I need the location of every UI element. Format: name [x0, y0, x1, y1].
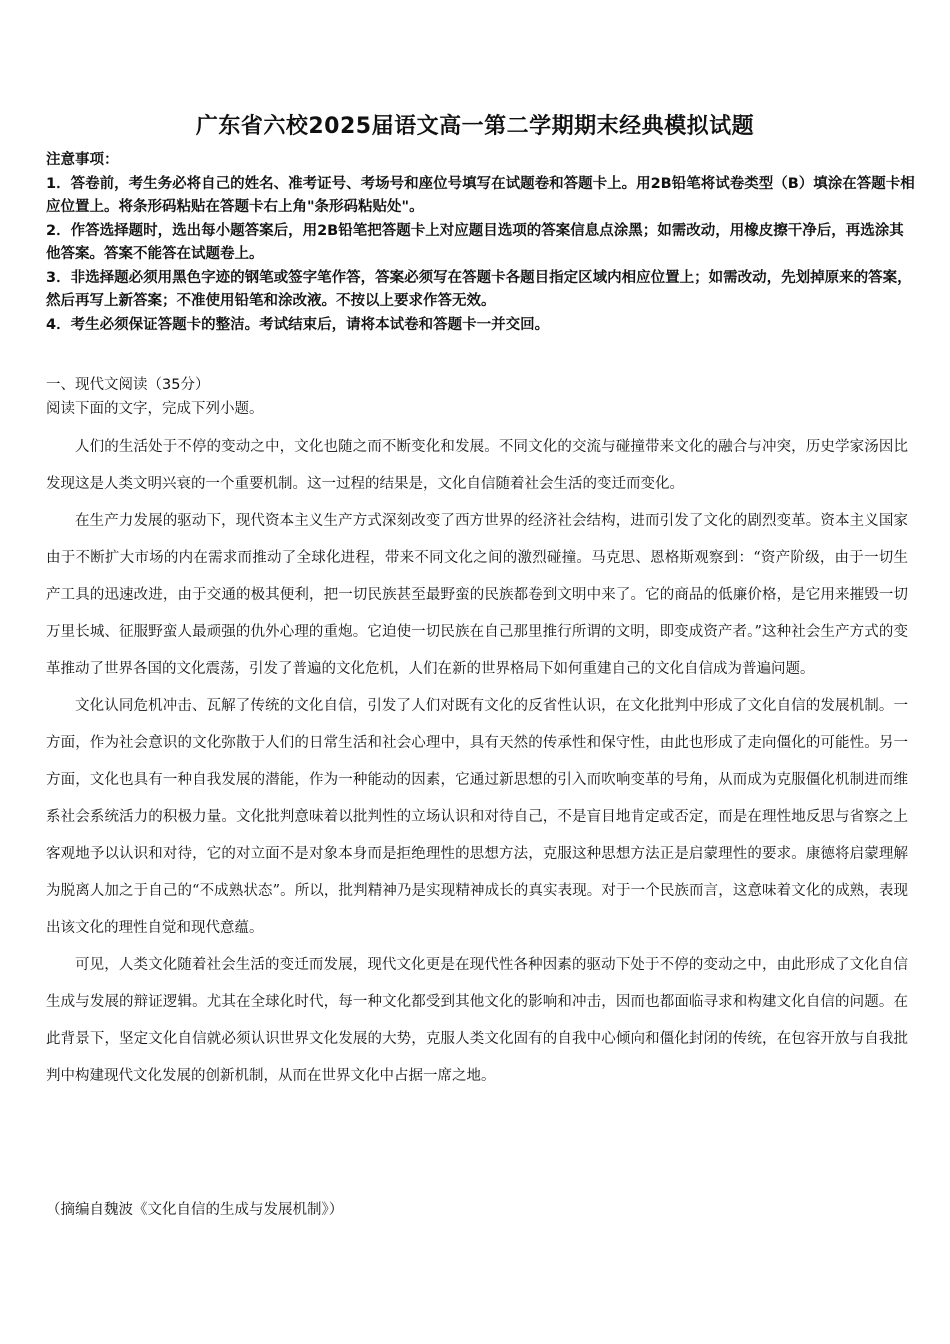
reading-instruction: 阅读下面的文字，完成下列小题。 — [46, 401, 264, 417]
passage-paragraph: 人们的生活处于不停的变动之中，文化也随之而不断变化和发展。不同文化的交流与碰撞带来文化的融合与冲突，历史学家汤因比发现这是人类文明兴衰的一个重要机制。这一过程的结果是，文化自信随着社会生活的变迁而变化。 — [46, 439, 908, 492]
section-heading: 一、现代文阅读（35分） — [46, 377, 210, 393]
notice-item: 4．考生必须保证答题卡的整洁。考试结束后，请将本试卷和答题卡一并交回。 — [46, 316, 550, 333]
notice-item: 3．非选择题必须用黑色字迹的钢笔或签字笔作答，答案必须写在答题卡各题目指定区域内相应位置上；如需改动，先划掉原来的答案，然后再写上新答案；不准使用铅笔和涂改液。不按以上要求作答无效。 — [46, 269, 912, 309]
passage-paragraph: 可见，人类文化随着社会生活的变迁而发展，现代文化更是在现代性各种因素的驱动下处于不停的变动之中，由此形成了文化自信生成与发展的辩证逻辑。尤其在全球化时代，每一种文化都受到其他文化的影响和冲击，因而也都面临寻求和构建文化自信的问题。在此背景下，坚定文化自信就必须认识世界文化发展的大势，克服人类文化固有的自我中心倾向和僵化封闭的传统，在包容开放与自我批判中构建现代文化发展的创新机制，从而在世界文化中占据一席之地。 — [46, 957, 908, 1084]
reading-passage — [46, 429, 908, 1095]
notice-block — [46, 149, 916, 337]
notice-item: 2．作答选择题时，选出每小题答案后，用2B铅笔把答题卡上对应题目选项的答案信息点涂黑；如需改动，用橡皮擦干净后，再选涂其他答案。答案不能答在试题卷上。 — [46, 222, 904, 262]
passage-paragraph: 在生产力发展的驱动下，现代资本主义生产方式深刻改变了西方世界的经济社会结构，进而引发了文化的剧烈变革。资本主义国家由于不断扩大市场的内在需求而推动了全球化进程，带来不同文化之间的激烈碰撞。马克思、恩格斯观察到：“资产阶级，由于一切生产工具的迅速改进，由于交通的极其便利，把一切民族甚至最野蛮的民族都卷到文明中来了。它的商品的低廉价格，是它用来摧毁一切万里长城、征服野蛮人最顽强的仇外心理的重炮。它迫使一切民族在自己那里推行所谓的文明，即变成资产者。”这种社会生产方式的变革推动了世界各国的文化震荡，引发了普遍的文化危机，人们在新的世界格局下如何重建自己的文化自信成为普遍问题。 — [46, 513, 908, 677]
notice-heading: 注意事项： — [46, 152, 119, 168]
passage-source: （摘编自魏波《文化自信的生成与发展机制》） — [46, 1202, 344, 1218]
notice-item: 1．答卷前，考生务必将自己的姓名、准考证号、考场号和座位号填写在试题卷和答题卡上。用2B铅笔将试卷类型（B）填涂在答题卡相应位置上。将条形码粘贴在答题卡右上角"条形码粘贴处"。 — [46, 175, 915, 215]
exam-title: 广东省六校2025届语文高一第二学期期末经典模拟试题 — [195, 114, 755, 139]
passage-paragraph: 文化认同危机冲击、瓦解了传统的文化自信，引发了人们对既有文化的反省性认识，在文化批判中形成了文化自信的发展机制。一方面，作为社会意识的文化弥散于人们的日常生活和社会心理中，具有天然的传承性和保守性，由此也形成了走向僵化的可能性。另一方面，文化也具有一种自我发展的潜能，作为一种能动的因素，它通过新思想的引入而吹响变革的号角，从而成为克服僵化机制进而维系社会系统活力的积极力量。文化批判意味着以批判性的立场认识和对待自己，不是盲目地肯定或否定，而是在理性地反思与省察之上客观地予以认识和对待，它的对立面不是对象本身而是拒绝理性的思想方法，克服这种思想方法正是启蒙理性的要求。康德将启蒙理解为脱离人加之于自己的“不成熟状态”。所以，批判精神乃是实现精神成长的真实表现。对于一个民族而言，这意味着文化的成熟，表现出该文化的理性自觉和现代意蕴。 — [46, 698, 908, 936]
